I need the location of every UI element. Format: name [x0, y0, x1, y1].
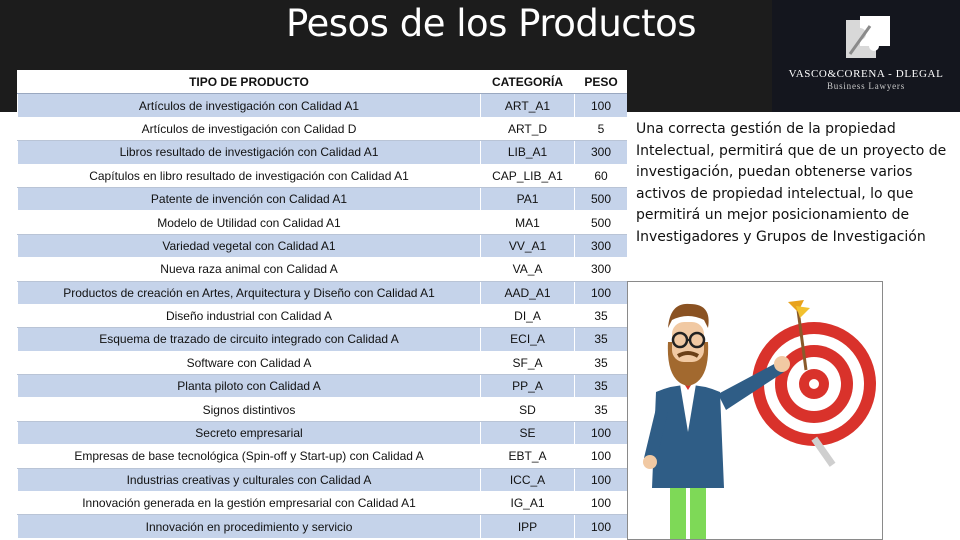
- cell-weight: 100: [575, 94, 628, 117]
- products-table-container: [17, 70, 627, 540]
- cell-weight: 500: [575, 211, 628, 234]
- column-header-product-type: TIPO DE PRODUCTO: [18, 71, 481, 94]
- cell-product-type: Libros resultado de investigación con Calidad A1: [18, 141, 481, 164]
- cell-category: LIB_A1: [481, 141, 575, 164]
- column-header-category: CATEGORÍA: [481, 71, 575, 94]
- table-row: [18, 421, 628, 444]
- cell-product-type: Capítulos en libro resultado de investigación con Calidad A1: [18, 164, 481, 187]
- cell-weight: 500: [575, 187, 628, 210]
- cell-category: ART_A1: [481, 94, 575, 117]
- cell-category: MA1: [481, 211, 575, 234]
- cell-category: EBT_A: [481, 445, 575, 468]
- cell-category: IG_A1: [481, 492, 575, 515]
- table-row: [18, 375, 628, 398]
- cell-weight: 60: [575, 164, 628, 187]
- man-pointing-at-target-illustration: [628, 282, 882, 539]
- table-row: [18, 258, 628, 281]
- table-row: [18, 187, 628, 210]
- column-header-weight: PESO: [575, 71, 628, 94]
- table-row: [18, 234, 628, 257]
- cell-product-type: Software con Calidad A: [18, 351, 481, 374]
- cell-weight: 300: [575, 258, 628, 281]
- cell-product-type: Empresas de base tecnológica (Spin-off y Start-up) con Calidad A: [18, 445, 481, 468]
- cell-weight: 35: [575, 398, 628, 421]
- table-header-row: [18, 71, 628, 94]
- cell-product-type: Artículos de investigación con Calidad D: [18, 117, 481, 140]
- table-row: [18, 492, 628, 515]
- table-row: [18, 164, 628, 187]
- cell-weight: 300: [575, 141, 628, 164]
- cell-product-type: Innovación en procedimiento y servicio: [18, 515, 481, 538]
- cell-product-type: Artículos de investigación con Calidad A1: [18, 94, 481, 117]
- cell-weight: 100: [575, 492, 628, 515]
- cell-product-type: Signos distintivos: [18, 398, 481, 421]
- cell-product-type: Esquema de trazado de circuito integrado con Calidad A: [18, 328, 481, 351]
- cell-category: DI_A: [481, 304, 575, 327]
- puzzle-logo-icon: [844, 14, 892, 62]
- cell-category: VA_A: [481, 258, 575, 281]
- logo-tagline: Business Lawyers: [826, 81, 906, 91]
- slide-title: Pesos de los Productos: [286, 2, 697, 45]
- table-row: [18, 398, 628, 421]
- description-text: Una correcta gestión de la propiedad Intelectual, permitirá que de un proyecto de investigación, puedan obtenerse varios activos de propiedad intelectual, lo que permitirá un mejor posicionamiento de Investigadores y Grupos de Investigación: [636, 121, 947, 245]
- table-row: [18, 468, 628, 491]
- cell-category: ICC_A: [481, 468, 575, 491]
- cell-product-type: Secreto empresarial: [18, 421, 481, 444]
- cell-weight: 100: [575, 468, 628, 491]
- table-row: [18, 281, 628, 304]
- table-row: [18, 141, 628, 164]
- table-row: [18, 211, 628, 234]
- cell-category: PA1: [481, 187, 575, 210]
- cell-weight: 5: [575, 117, 628, 140]
- table-row: [18, 328, 628, 351]
- cell-category: PP_A: [481, 375, 575, 398]
- logo-name: VASCO&CORENA - DLEGAL: [788, 68, 944, 80]
- cell-weight: 35: [575, 304, 628, 327]
- products-table: [17, 70, 627, 539]
- table-body: [18, 94, 628, 538]
- cell-weight: 35: [575, 375, 628, 398]
- cell-category: ECI_A: [481, 328, 575, 351]
- cell-product-type: Planta piloto con Calidad A: [18, 375, 481, 398]
- cell-category: VV_A1: [481, 234, 575, 257]
- table-row: [18, 117, 628, 140]
- target-icon: [752, 322, 876, 467]
- cell-product-type: Diseño industrial con Calidad A: [18, 304, 481, 327]
- cell-weight: 35: [575, 328, 628, 351]
- cell-weight: 100: [575, 445, 628, 468]
- table-row: [18, 515, 628, 538]
- cell-category: CAP_LIB_A1: [481, 164, 575, 187]
- cell-category: SE: [481, 421, 575, 444]
- table-row: [18, 94, 628, 117]
- cell-product-type: Innovación generada en la gestión empresarial con Calidad A1: [18, 492, 481, 515]
- cell-product-type: Variedad vegetal con Calidad A1: [18, 234, 481, 257]
- cell-category: SD: [481, 398, 575, 421]
- cell-category: ART_D: [481, 117, 575, 140]
- cell-category: IPP: [481, 515, 575, 538]
- cell-category: SF_A: [481, 351, 575, 374]
- table-row: [18, 351, 628, 374]
- cell-product-type: Modelo de Utilidad con Calidad A1: [18, 211, 481, 234]
- cell-weight: 100: [575, 421, 628, 444]
- cell-product-type: Productos de creación en Artes, Arquitectura y Diseño con Calidad A1: [18, 281, 481, 304]
- illustration-frame: [627, 281, 883, 540]
- cell-category: AAD_A1: [481, 281, 575, 304]
- cell-product-type: Nueva raza animal con Calidad A: [18, 258, 481, 281]
- table-row: [18, 445, 628, 468]
- cell-weight: 35: [575, 351, 628, 374]
- table-row: [18, 304, 628, 327]
- cell-product-type: Patente de invención con Calidad A1: [18, 187, 481, 210]
- cell-weight: 300: [575, 234, 628, 257]
- cell-product-type: Industrias creativas y culturales con Calidad A: [18, 468, 481, 491]
- cell-weight: 100: [575, 515, 628, 538]
- cell-weight: 100: [575, 281, 628, 304]
